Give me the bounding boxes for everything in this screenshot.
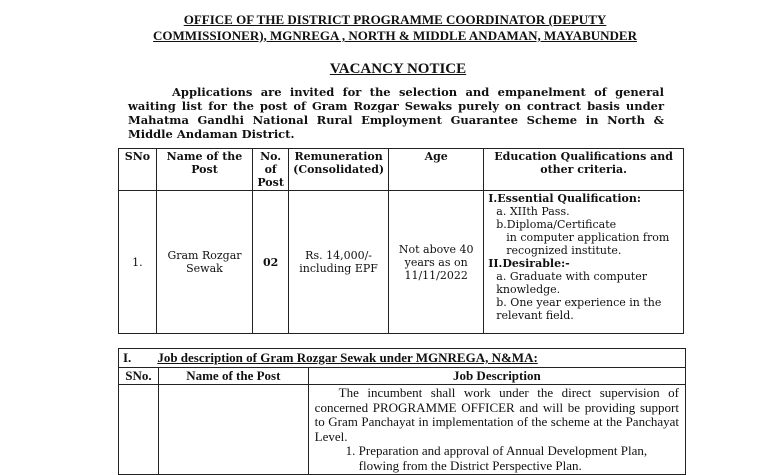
cell-sno: 1. <box>119 191 157 334</box>
header-post: Name of the Post <box>156 149 252 191</box>
cell-remuneration: Rs. 14,000/- including EPF <box>289 191 389 334</box>
cell-post: Gram Rozgar Sewak <box>156 191 252 334</box>
desirable-item-a: a. Graduate with computer knowledge. <box>496 270 647 296</box>
cell-age: Not above 40 years as on 11/11/2022 <box>389 191 484 334</box>
job-cell-sno <box>119 385 159 475</box>
job-description-list <box>315 444 679 473</box>
table-row <box>119 385 686 475</box>
job-section-cell <box>119 349 686 368</box>
essential-heading: I.Essential Qualification: <box>488 192 641 205</box>
job-cell-description <box>308 385 685 475</box>
header-no-of-post: No. of Post <box>253 149 289 191</box>
job-header-sno: SNo. <box>119 368 159 385</box>
intro-paragraph: Applications are invited for the selection and empanelment of general waiting list for the post of Gram Rozgar Sewaks purely on contract basis under Mahatma Gandhi National Rural Employment Guarantee Scheme in North & Middle Andaman District. <box>128 85 664 141</box>
essential-item-b: b.Diploma/Certificate <box>496 218 617 231</box>
desirable-heading: II.Desirable:- <box>488 257 570 270</box>
list-item: 1. Preparation and approval of Annual Development Plan, flowing from the District Perspective Plan. <box>359 444 679 473</box>
essential-item-b-detail: in computer application from recognized institute. <box>506 231 670 257</box>
job-header-post: Name of the Post <box>158 368 308 385</box>
cell-qualification <box>484 191 684 334</box>
job-section-number: I. <box>123 350 132 365</box>
desirable-item-b: b. One year experience in the relevant field. <box>496 296 662 322</box>
job-section-heading <box>119 349 686 368</box>
job-header-description: Job Description <box>308 368 685 385</box>
vacancy-table-header <box>119 149 684 191</box>
header-remuneration: Remuneration (Consolidated) <box>289 149 389 191</box>
notice-title: VACANCY NOTICE <box>329 61 467 77</box>
header-sno: SNo <box>119 149 157 191</box>
office-header-line-2: COMMISSIONER), MGNREGA , NORTH & MIDDLE ANDAMAN, MAYABUNDER <box>153 28 637 43</box>
job-section-title: Job description of Gram Rozgar Sewak under MGNREGA, N&MA: <box>157 350 538 365</box>
header-age: Age <box>389 149 484 191</box>
job-table-header <box>119 368 686 385</box>
cell-no-of-post: 02 <box>253 191 289 334</box>
table-row <box>119 191 684 334</box>
job-cell-post <box>158 385 308 475</box>
job-description-intro: The incumbent shall work under the direct supervision of concerned PROGRAMME OFFICER and will be providing support to Gram Panchayat in implementation of the scheme at the Panchayat Level. <box>314 385 679 444</box>
office-header <box>130 12 660 44</box>
job-description-table <box>118 348 686 475</box>
office-header-line-1: OFFICE OF THE DISTRICT PROGRAMME COORDINATOR (DEPUTY <box>183 12 607 27</box>
essential-item-a: a. XIIth Pass. <box>496 205 570 218</box>
header-qualification: Education Qualifications and other criteria. <box>484 149 684 191</box>
vacancy-table <box>118 148 684 334</box>
